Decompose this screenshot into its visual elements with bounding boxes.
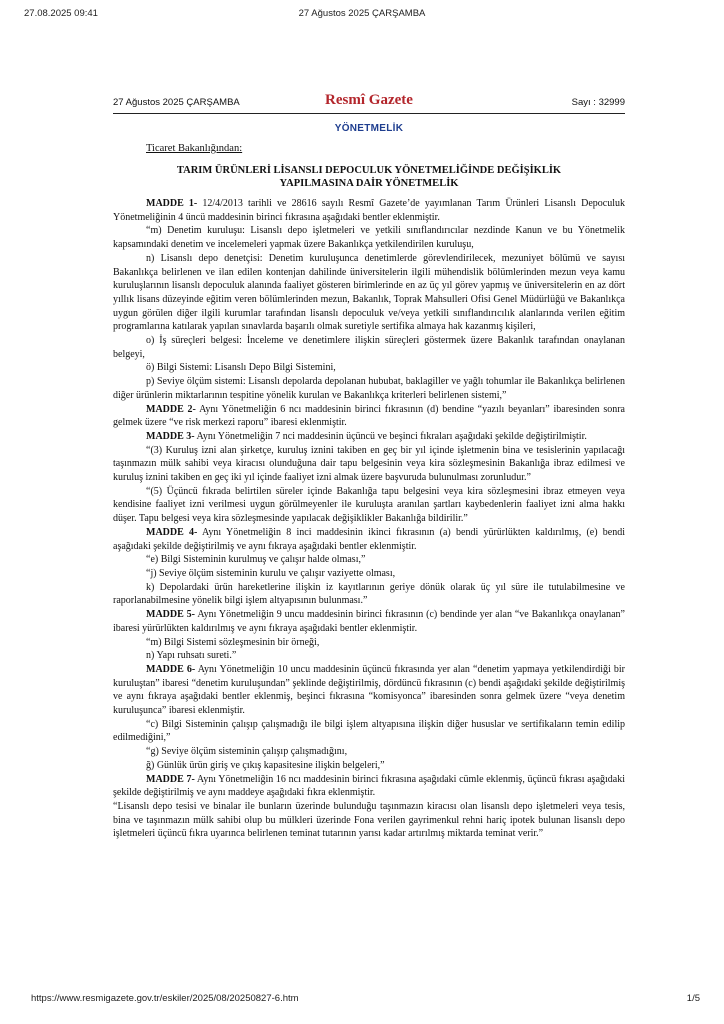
article-paragraph [113, 608, 625, 635]
paragraph-text: o) İş süreçleri belgesi: İnceleme ve denetimlere ilişkin süreçleri göstermek üzere Bakanlık tarafından onaylanan belgeyi, [113, 335, 625, 360]
article-number: MADDE 1- [146, 198, 198, 209]
section-heading: YÖNETMELİK [334, 123, 404, 134]
paragraph-text: Aynı Yönetmeliğin 7 nci maddesinin üçüncü ve beşinci fıkraları aşağıdaki şekilde değiştirilmiştir. [194, 430, 587, 442]
clause-paragraph [113, 444, 625, 485]
print-header-date: 27 Ağustos 2025 ÇARŞAMBA [298, 8, 426, 19]
regulation-title-line-2: YAPILMASINA DAİR YÖNETMELİK [279, 178, 459, 189]
article-number: MADDE 3- [146, 430, 195, 442]
paragraph-text: Aynı Yönetmeliğin 8 inci maddesinin ikinci fıkrasının (a) bendi yürürlükten kaldırılmış, (e) bendi aşağıdaki şekilde değiştirilmiş ve aynı fıkraya aşağıdaki bentler eklenmiştir. [113, 526, 625, 552]
page-number: 1/5 [686, 993, 700, 1004]
article-paragraph [113, 403, 625, 430]
clause-paragraph [113, 252, 625, 334]
gazette-issue-number: Sayı : 32999 [571, 97, 625, 108]
paragraph-text: ğ) Günlük ürün giriş ve çıkış kapasitesine ilişkin belgeleri,” [146, 759, 385, 771]
paragraph-text: “m) Bilgi Sistemi sözleşmesinin bir örneği, [146, 636, 320, 648]
paragraph-text: “j) Seviye ölçüm sisteminin kurulu ve çalışır vaziyette olması, [146, 567, 396, 579]
clause-paragraph [113, 636, 625, 650]
article-number: MADDE 2- [146, 403, 196, 415]
regulation-title-line-1: TARIM ÜRÜNLERİ LİSANSLI DEPOCULUK YÖNETMELİĞİNDE DEĞİŞİKLİK [176, 165, 562, 176]
clause-paragraph [113, 718, 625, 745]
paragraph-text: “e) Bilgi Sisteminin kurulmuş ve çalışır halde olması,” [146, 554, 366, 566]
gazette-header [113, 92, 625, 112]
clause-paragraph [113, 224, 625, 251]
article-number: MADDE 4- [146, 526, 198, 538]
paragraph-text: 12/4/2013 tarihli ve 28616 sayılı Resmî Gazete’de yayımlanan Tarım Ürünleri Lisanslı Depoculuk Yönetmeliğinin 4 üncü maddesinin birinci fıkrasına aşağıdaki bentler eklenmiştir. [113, 198, 625, 223]
article-paragraph [113, 773, 625, 800]
paragraph-text: ö) Bilgi Sistemi: Lisanslı Depo Bilgi Sistemini, [146, 362, 336, 374]
clause-paragraph [113, 485, 625, 526]
clause-paragraph [113, 375, 625, 402]
gazette-title: Resmî Gazete [325, 92, 413, 108]
paragraph-text: Aynı Yönetmeliğin 10 uncu maddesinin üçüncü fıkrasında yer alan “denetim yapmaya yetkilendirdiği bir kuruluştan” ibaresi “denetim kuruluşundan” şeklinde değiştirilmiş, dördüncü fıkrasının (c) bendi aşağıdaki şekilde değiştirilmiş ve aynı fıkraya aşağıdaki bentler eklenmiş, beşinci fıkrasına “komisyonca” ibaresinden sonra gelmek üzere “veya denetim kuruluşunca” ibaresi eklenmiştir. [113, 663, 625, 717]
clause-paragraph [113, 745, 625, 759]
article-paragraph [113, 663, 625, 718]
page-url: https://www.resmigazete.gov.tr/eskiler/2025/08/20250827-6.htm [31, 993, 299, 1004]
clause-paragraph [113, 334, 625, 361]
regulation-body [113, 197, 625, 841]
article-number: MADDE 7- [146, 773, 195, 785]
clause-paragraph [113, 553, 625, 567]
paragraph-text: Aynı Yönetmeliğin 9 uncu maddesinin birinci fıkrasının (c) bendinde yer alan “ve Bakanlıkça onaylanan” ibaresi yürürlükten kaldırılmış ve aynı fıkraya aşağıdaki bentler eklenmiştir. [113, 609, 625, 634]
article-paragraph [113, 430, 625, 444]
paragraph-text: n) Lisanslı depo denetçisi: Denetim kuruluşunca denetimlerde görevlendirilecek, mezuniyet bölümü ve sayısı Bakanlıkça belirlenen ve ilan edilen kontenjan dahilinde üniversitelerin ilgili mühendislik bölümlerinden mezun veya kamu kuruluşlarının lisanslı depoculuk alanında faaliyet gösteren birimlerinde en az üç yıl görev yapmış ve üniversitelerin en az dört yıllık lisans düzeyinde eğitim veren bölümlerinden mezun, Bakanlık, Toprak Mahsulleri Ofisi Genel Müdürlüğü ve Bakanlıkça uygun görülen diğer ilgili kurumlar tarafından lisanslı depoculuk ve/veya yetkili sınıflandırıcılık alanlarında verilen eğitim programlarına katılarak yapılan sınavlarda başarılı olmak suretiyle sertifika almaya hak kazanmış kişileri, [113, 252, 625, 333]
paragraph-text: k) Depolardaki ürün hareketlerine ilişkin iz kayıtlarının geriye dönük olarak üç yıl süre ile tutulabilmesine ve raporlanabilmesine yönelik bilgi işlem altyapısının bulunması.” [113, 581, 625, 607]
clause-paragraph [113, 759, 625, 773]
clause-paragraph [113, 800, 625, 841]
gazette-date: 27 Ağustos 2025 ÇARŞAMBA [113, 97, 240, 108]
paragraph-text: Aynı Yönetmeliğin 16 ncı maddesinin birinci fıkrasına aşağıdaki cümle eklenmiş, üçüncü fıkrası aşağıdaki şekilde değiştirilmiş ve aynı maddeye aşağıdaki fıkra eklenmiştir. [113, 773, 626, 799]
header-divider [113, 113, 625, 114]
paragraph-text: “c) Bilgi Sisteminin çalışıp çalışmadığı ile bilgi işlem altyapısına ilişkin diğer hususlar ve sertifikaların temin edilip edilmediğini,” [113, 718, 625, 744]
clause-paragraph [113, 567, 625, 581]
clause-paragraph [113, 361, 625, 375]
article-number: MADDE 5- [146, 609, 195, 621]
paragraph-text: p) Seviye ölçüm sistemi: Lisanslı depolarda depolanan hububat, baklagiller ve yağlı tohumlar ile Bakanlıkça belirlenen diğer ürünlerin miktarlarının tespitine yönelik kurulan ve Bakanlıkça kriterleri belirlenen sistemi,” [113, 376, 625, 401]
paragraph-text: “(3) Kuruluş izni alan şirketçe, kuruluş iznini takiben en geç bir yıl içinde işletmenin bina ve tesislerinin yapılacağı taşınmazın mülk sahibi veya kiracısı olunduğuna dair tapu belgesinin veya kira sözleşmesinin Bakanlığa ibraz edilmesi ve kuruluş iznini takiben en geç iki yıl içinde faaliyet izni almak üzere başvuruda bulunulması zorunludur.” [113, 444, 625, 484]
article-paragraph [113, 526, 625, 553]
paragraph-text: n) Yapı ruhsatı sureti.” [146, 650, 237, 662]
paragraph-text: “m) Denetim kuruluşu: Lisanslı depo işletmeleri ve yetkili sınıflandırıcılar nezdinde Kanun ve bu Yönetmelik kapsamındaki denetim ve incelemeleri yapmak üzere Bakanlıkça yetkilendirilen kuruluşu, [113, 225, 625, 251]
paragraph-text: “g) Seviye ölçüm sisteminin çalışıp çalışmadığını, [146, 746, 348, 758]
ministry-name: Ticaret Bakanlığından: [146, 143, 243, 154]
clause-paragraph [113, 581, 625, 608]
regulation-title [113, 164, 625, 190]
paragraph-text: “(5) Üçüncü fıkrada belirtilen süreler içinde Bakanlığa tapu belgesini veya kira sözleşmesini ibraz etmeyen veya kendisine faaliyet izni verilmesi uygun görülmeyenler ile kuruluşta aranılan şartları kaybedenlerin faaliyet izni alma hakkı düşer. Tapu belgesi veya kira sözleşmesinde yapılacak değişiklikler Bakanlığa bildirilir.” [113, 485, 625, 525]
clause-paragraph [113, 649, 625, 663]
article-paragraph [113, 197, 625, 224]
print-datetime: 27.08.2025 09:41 [24, 8, 98, 19]
paragraph-text: “Lisanslı depo tesisi ve binalar ile bunların üzerinde bulunduğu taşınmazın kiracısı olan lisanslı depo işletmeleri veya tesis, bina ve taşınmazın mülk sahibi olup bu mülkleri üzerinde Fona verilen gayrimenkul rehni hariç ipotek bulunan lisanslı depo işletmeleri üçüncü fıkra uyarınca belirlenen teminat tutarının yarısı kadar artırılmış miktarda teminat verir.” [113, 800, 625, 840]
paragraph-text: Aynı Yönetmeliğin 6 ncı maddesinin birinci fıkrasının (d) bendine “yazılı beyanları” ibaresinden sonra gelmek üzere “ve risk merkezi raporu” ibaresi eklenmiştir. [113, 403, 625, 429]
article-number: MADDE 6- [146, 663, 196, 675]
